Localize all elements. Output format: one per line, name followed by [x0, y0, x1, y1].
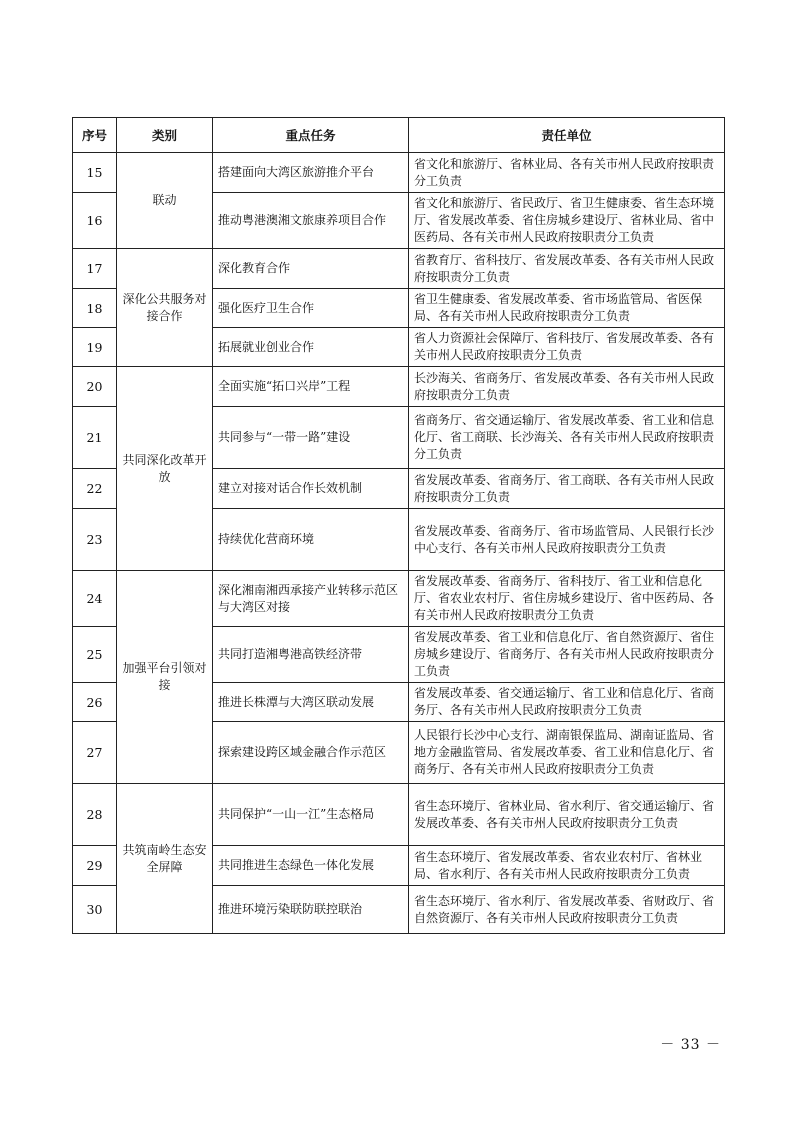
- task-cell: 全面实施“拓口兴岸”工程: [213, 367, 409, 407]
- task-cell: 共同打造湘粤港高铁经济带: [213, 627, 409, 683]
- row-number: 17: [73, 249, 117, 289]
- task-cell: 共同保护“一山一江”生态格局: [213, 784, 409, 846]
- row-number: 20: [73, 367, 117, 407]
- responsible-unit-cell: 省文化和旅游厅、省民政厅、省卫生健康委、省生态环境厅、省发展改革委、省住房城乡建设厅、省林业局、省中医药局、各有关市州人民政府按职责分工负责: [409, 193, 725, 249]
- category-cell: 深化公共服务对接合作: [117, 249, 213, 367]
- task-cell: 探索建设跨区域金融合作示范区: [213, 722, 409, 784]
- table-row: [73, 784, 725, 846]
- row-number: 29: [73, 846, 117, 886]
- responsible-unit-cell: 省商务厅、省交通运输厅、省发展改革委、省工业和信息化厅、省工商联、长沙海关、各有关市州人民政府按职责分工负责: [409, 407, 725, 469]
- responsible-unit-cell: 省卫生健康委、省发展改革委、省市场监管局、省医保局、各有关市州人民政府按职责分工负责: [409, 289, 725, 328]
- row-number: 24: [73, 571, 117, 627]
- row-number: 19: [73, 328, 117, 367]
- table-row: [73, 249, 725, 289]
- table-row: [73, 153, 725, 193]
- task-cell: 推动粤港澳湘文旅康养项目合作: [213, 193, 409, 249]
- task-cell: 共同参与“一带一路”建设: [213, 407, 409, 469]
- category-cell: 共筑南岭生态安全屏障: [117, 784, 213, 934]
- responsible-unit-cell: 省发展改革委、省商务厅、省科技厅、省工业和信息化厅、省农业农村厅、省住房城乡建设厅、省中医药局、各有关市州人民政府按职责分工负责: [409, 571, 725, 627]
- responsible-unit-cell: 省生态环境厅、省林业局、省水利厅、省交通运输厅、省发展改革委、各有关市州人民政府按职责分工负责: [409, 784, 725, 846]
- task-cell: 推进长株潭与大湾区联动发展: [213, 683, 409, 722]
- row-number: 18: [73, 289, 117, 328]
- row-number: 21: [73, 407, 117, 469]
- task-cell: 搭建面向大湾区旅游推介平台: [213, 153, 409, 193]
- row-number: 16: [73, 193, 117, 249]
- row-number: 26: [73, 683, 117, 722]
- row-number: 27: [73, 722, 117, 784]
- row-number: 30: [73, 886, 117, 934]
- task-cell: 建立对接对话合作长效机制: [213, 469, 409, 509]
- row-number: 22: [73, 469, 117, 509]
- responsible-unit-cell: 省生态环境厅、省发展改革委、省农业农村厅、省林业局、省水利厅、各有关市州人民政府按职责分工负责: [409, 846, 725, 886]
- task-cell: 深化教育合作: [213, 249, 409, 289]
- responsible-unit-cell: 长沙海关、省商务厅、省发展改革委、各有关市州人民政府按职责分工负责: [409, 367, 725, 407]
- responsible-unit-cell: 省发展改革委、省交通运输厅、省工业和信息化厅、省商务厅、各有关市州人民政府按职责分工负责: [409, 683, 725, 722]
- table-row: [73, 367, 725, 407]
- category-cell: 加强平台引领对接: [117, 571, 213, 784]
- responsible-unit-cell: 省发展改革委、省商务厅、省市场监管局、人民银行长沙中心支行、各有关市州人民政府按职责分工负责: [409, 509, 725, 571]
- row-number: 25: [73, 627, 117, 683]
- responsible-unit-cell: 省生态环境厅、省水利厅、省发展改革委、省财政厅、省自然资源厅、各有关市州人民政府按职责分工负责: [409, 886, 725, 934]
- responsible-unit-cell: 省文化和旅游厅、省林业局、各有关市州人民政府按职责分工负责: [409, 153, 725, 193]
- task-cell: 推进环境污染联防联控联治: [213, 886, 409, 934]
- responsibility-table: [72, 117, 725, 934]
- responsible-unit-cell: 省人力资源社会保障厅、省科技厅、省发展改革委、各有关市州人民政府按职责分工负责: [409, 328, 725, 367]
- task-cell: 强化医疗卫生合作: [213, 289, 409, 328]
- row-number: 28: [73, 784, 117, 846]
- header-unit: 责任单位: [409, 118, 725, 153]
- page-number: － 33 －: [660, 1037, 721, 1053]
- table-row: [73, 571, 725, 627]
- task-cell: 共同推进生态绿色一体化发展: [213, 846, 409, 886]
- header-category: 类别: [117, 118, 213, 153]
- table-header-row: [73, 118, 725, 153]
- row-number: 23: [73, 509, 117, 571]
- row-number: 15: [73, 153, 117, 193]
- header-task: 重点任务: [213, 118, 409, 153]
- task-cell: 拓展就业创业合作: [213, 328, 409, 367]
- responsible-unit-cell: 省发展改革委、省商务厅、省工商联、各有关市州人民政府按职责分工负责: [409, 469, 725, 509]
- responsible-unit-cell: 人民银行长沙中心支行、湖南银保监局、湖南证监局、省地方金融监管局、省发展改革委、省工业和信息化厅、省商务厅、各有关市州人民政府按职责分工负责: [409, 722, 725, 784]
- responsible-unit-cell: 省发展改革委、省工业和信息化厅、省自然资源厅、省住房城乡建设厅、省商务厅、各有关市州人民政府按职责分工负责: [409, 627, 725, 683]
- table-body: [73, 153, 725, 934]
- category-cell: 共同深化改革开放: [117, 367, 213, 571]
- task-cell: 深化湘南湘西承接产业转移示范区与大湾区对接: [213, 571, 409, 627]
- header-number: 序号: [73, 118, 117, 153]
- category-cell: 联动: [117, 153, 213, 249]
- responsible-unit-cell: 省教育厅、省科技厅、省发展改革委、各有关市州人民政府按职责分工负责: [409, 249, 725, 289]
- task-cell: 持续优化营商环境: [213, 509, 409, 571]
